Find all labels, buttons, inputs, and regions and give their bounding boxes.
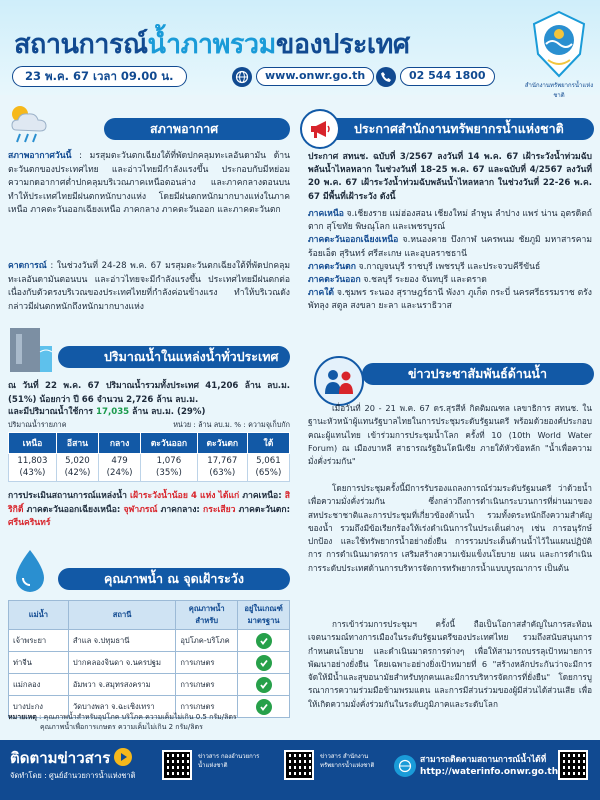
qr1-label: ข่าวสาร กองอำนวยการน้ำแห่งชาติ: [198, 753, 260, 769]
region-value: 5,061: [256, 456, 281, 466]
assess-j: ศรีนครินทร์: [8, 518, 51, 529]
region-header: ตะวันตก: [197, 433, 247, 454]
quality-use: การเกษตร: [176, 652, 238, 674]
area-north-text: จ.เชียงราย แม่ฮ่องสอน เชียงใหม่ ลำพูน ลำปาง แพร่ น่าน อุตรดิตถ์ ตาก สุโขทัย พิษณุโลก และเพชรบูรณ์: [308, 209, 592, 233]
regional-water-table: [8, 432, 290, 482]
station-name: สำแล จ.ปทุมธานี: [68, 630, 176, 652]
region-cell: [197, 454, 247, 482]
standard-cell: [238, 652, 290, 674]
area-west-label: ภาคตะวันตก: [308, 261, 356, 272]
quality-note-text1: : คุณภาพน้ำสำหรับอุปโภค บริโภค ความเค็มไม่เกิน 0.5 กรัม/ลิตร: [36, 713, 237, 721]
region-cell: [141, 454, 198, 482]
quality-note-label: หมายเหตุ: [8, 713, 37, 721]
region-header: เหนือ: [9, 433, 57, 454]
qr-code-3[interactable]: [558, 750, 588, 780]
quality-use: การเกษตร: [176, 696, 238, 718]
announce-heading: ประกาศสำนักงานทรัพยากรน้ำแห่งชาติ: [354, 121, 564, 136]
footer-url[interactable]: http://waterinfo.onwr.go.th: [420, 767, 559, 777]
region-percent: (35%): [156, 467, 182, 478]
region-value: 5,020: [65, 456, 90, 466]
assess-i: ภาคตะวันตก:: [235, 504, 291, 515]
water-table-caption-row: [8, 420, 290, 431]
phone-link[interactable]: [376, 66, 495, 87]
water-usable-c: ล้าน ลบ.ม. (29%): [129, 407, 206, 417]
region-value: 11,803: [17, 456, 48, 466]
table-row: [9, 674, 290, 696]
news-people-icon: [314, 356, 364, 406]
footer-by: จัดทำโดย : ศูนย์อำนวยการน้ำแห่งชาติ: [10, 771, 136, 780]
water-table-caption: ปริมาณน้ำรายภาค: [8, 420, 67, 429]
water-heading-bar: [58, 346, 290, 368]
region-value: 1,076: [156, 456, 182, 466]
website-text: www.onwr.go.th: [256, 67, 374, 86]
weather-forecast-text: : ในช่วงวันที่ 24-28 พ.ค. 67 มรสุมตะวันตกเฉียงใต้ที่พัดปกคลุมทะเลอันดามันตอนบน และอ่าวไทยจะมีกำลังแรงขึ้น ประเทศไทยมีฝนตกต่อเนื่องกับตัวตรงบริเวณของประเทศไทยที่กำลังค่อนข้างแรง ทำให้บริเวณดังกล่าวมีฝนตกหนักถึงหนักมากบางแห่ง: [8, 261, 290, 312]
region-value: 479: [111, 456, 128, 466]
assess-e: ภาคตะวันออกเฉียงเหนือ:: [23, 504, 124, 515]
area-ne: [308, 234, 592, 260]
quality-use: การเกษตร: [176, 674, 238, 696]
region-header: กลาง: [99, 433, 141, 454]
region-cell: [247, 454, 289, 482]
regional-water-values: [9, 454, 290, 482]
water-assessment: [8, 490, 290, 531]
station-name: ปากคลองจินดา จ.นครปฐม: [68, 652, 176, 674]
weather-today-label: สภาพอากาศวันนี้: [8, 151, 72, 161]
area-north-label: ภาคเหนือ: [308, 209, 344, 219]
region-percent: (42%): [64, 467, 91, 478]
quality-col-header: อยู่ในเกณฑ์ มาตรฐาน: [238, 601, 290, 630]
assess-c: ภาคเหนือ:: [239, 491, 285, 501]
announce-heading-bar: [308, 118, 594, 140]
news-heading: ข่าวประชาสัมพันธ์ด้านน้ำ: [408, 366, 547, 381]
quality-table: [8, 600, 290, 718]
news-p2: โดยการประชุมครั้งนี้มีการรับรองแถลงการณ์ร่วมระดับรัฐมนตรี ว่าด้วยน้ำเพื่อความมั่งคั่งร่วมกัน ซึ่งกล่าวถึงการดำเนินกระบวนการที่ผ่านมาของสหประชาชาติและการประชุมที่เกี่ยวข้องด้านน้ำ รวมทั้งตระหนักถึงความสำคัญของน้ำ รวมถึงมีข้อเรียกร้องให้เร่งดำเนินการในประเด็นต่างๆ เช่น การอนุรักษ์ ปกป้อง และใช้ทรัพยากรน้ำอย่างยั่งยืน การรวมประเด็นด้านน้ำไว้ในแผนปฏิบัติการ การดำเนินมาตรการ เสริมสร้างความเข้มแข็งนโยบาย แผน และการดำเนินการระดับประเทศด้านการบริหารจัดการทรัพยากรน้ำแบบบูรณาการ เป็นต้น: [308, 483, 592, 573]
quality-use: อุปโภค-บริโภค: [176, 630, 238, 652]
announce-text: ประกาศ สทนช. ฉบับที่ 3/2567 ลงวันที่ 14 พ.ค. 67 เฝ้าระวังน้ำท่วมฉับพลันน้ำไหลหลาก ในช่วงวันที่ 18-25 พ.ค. 67 และฉบับที่ 4/2567 ลงวันที่ 20 พ.ค. 67 เฝ้าระวังน้ำท่วมฉับพลันน้ำไหลหลาก ในช่วงวันที่ 22-26 พ.ค. 67 มีพื้นที่เฝ้าระวัง ดังนี้: [308, 152, 592, 202]
news-p3: การเข้าร่วมการประชุมฯ ครั้งนี้ ถือเป็นโอกาสสำคัญในการสะท้อนเจตนารมณ์ทางการเมืองในระดับรัฐมนตรีของประเทศไทย รวมถึงสนับสนุนการกำหนดนโยบาย และดำเนินมาตรการต่างๆ เพื่อให้สามารถบรรลุเป้าหมายการพัฒนาอย่างยั่งยืน โดยเฉพาะอย่างยิ่งเป้าหมายที่ 6 "สร้างหลักประกันว่าจะมีการจัดให้มีน้ำและสุขอนามัยสำหรับทุกคนและมีการบริหารจัดการที่ยั่งยืน" โดยการบูรณาการความร่วมมือข้ามพรมแดน และการมีส่วนร่วมของผู้มีส่วนได้ส่วนเสีย เพื่อให้เกิดความมั่งคั่งร่วมกันในระดับภูมิภาคและระดับโลก: [308, 619, 592, 709]
quality-header: [9, 601, 290, 630]
footer-track: สามารถติดตามสถานการณ์น้ำได้ที่: [420, 755, 547, 765]
area-east-text: จ.ชลบุรี ระยอง จันทบุรี และตราด: [360, 275, 487, 286]
quality-heading: คุณภาพน้ำ ณ จุดเฝ้าระวัง: [104, 571, 244, 586]
area-south: [308, 287, 592, 313]
water-summary: [8, 380, 290, 407]
area-east: [308, 274, 592, 287]
announce-areas: [308, 208, 592, 314]
region-percent: (24%): [106, 467, 133, 478]
water-unit-note: หน่วย : ล้าน ลบ.ม. % : ความจุเก็บกัก: [173, 420, 290, 429]
area-south-label: ภาคใต้: [308, 288, 335, 299]
assess-d: สิริกิติ์: [8, 491, 290, 515]
region-percent: (63%): [209, 467, 236, 478]
megaphone-icon: [300, 109, 340, 149]
region-cell: [56, 454, 98, 482]
quality-note: [8, 712, 290, 732]
station-name: อัมพวา จ.สมุทรสงคราม: [68, 674, 176, 696]
region-header: ตะวันออก: [141, 433, 198, 454]
standard-cell: [238, 630, 290, 652]
area-north: [308, 208, 592, 234]
region-header: อีสาน: [56, 433, 98, 454]
check-icon: [256, 633, 272, 649]
quality-heading-bar: [58, 568, 290, 590]
title-part-3: ของประเทศ: [275, 29, 410, 60]
news-heading-bar: [362, 363, 594, 385]
website-link[interactable]: [232, 66, 374, 87]
region-percent: (65%): [255, 467, 282, 478]
phone-text: 02 544 1800: [400, 67, 495, 86]
assess-a: การประเมินสถานการณ์แหล่งน้ำ: [8, 491, 131, 501]
quality-col-header: สถานี: [68, 601, 176, 630]
area-east-label: ภาคตะวันออก: [308, 275, 361, 286]
area-south-text: จ.ชุมพร ระนอง สุราษฎร์ธานี พังงา ภูเก็ต กระบี่ นครศรีธรรมราช ตรัง พัทลุง สตูล สงขลา ยะลา และนราธิวาส: [308, 288, 592, 312]
weather-forecast: [8, 260, 290, 314]
river-name: บางปะกง: [9, 696, 69, 718]
region-header: ใต้: [247, 433, 289, 454]
onwr-logo: [528, 10, 590, 86]
weather-heading: สภาพอากาศ: [150, 121, 219, 136]
assess-f: จุฬาภรณ์: [123, 504, 158, 515]
region-percent: (43%): [19, 467, 46, 478]
title-part-1: สถานการณ์: [14, 29, 148, 60]
area-ne-text: จ.หนองคาย บึงกาฬ นครพนม ชัยภูมิ มหาสารคาม ร้อยเอ็ด สุรินทร์ ศรีสะเกษ และอุบลราชธานี: [308, 235, 592, 259]
announce-intro: [308, 151, 592, 204]
river-name: ท่าจีน: [9, 652, 69, 674]
river-name: เจ้าพระยา: [9, 630, 69, 652]
weather-heading-bar: [104, 118, 290, 140]
quality-col-header: คุณภาพน้ำ สำหรับ: [176, 601, 238, 630]
water-drop-icon: [6, 546, 54, 596]
weather-cloud-icon: [4, 100, 52, 146]
regional-water-header: [9, 433, 290, 454]
quality-note-text2: คุณภาพน้ำเพื่อการเกษตร ความเค็มไม่เกิน 2 กรัม/ลิตร: [40, 723, 203, 731]
water-usable-value: 17,035: [96, 407, 130, 417]
weather-forecast-label: คาดการณ์: [8, 261, 47, 271]
quality-col-header: แม่น้ำ: [9, 601, 69, 630]
table-row: [9, 652, 290, 674]
reservoir-icon: [6, 322, 54, 376]
assess-g: ภาคกลาง:: [157, 504, 203, 515]
river-name: แม่กลอง: [9, 674, 69, 696]
station-name: วัดบางพลา จ.ฉะเชิงเทรา: [68, 696, 176, 718]
check-icon: [256, 655, 272, 671]
report-date: 23 พ.ค. 67 เวลา 09.00 น.: [12, 66, 187, 87]
phone-icon: [376, 67, 396, 87]
weather-today-text: : มรสุมตะวันตกเฉียงใต้ที่พัดปกคลุมทะเลอันดามัน ด้านตะวันตกของประเทศไทย และอ่าวไทยมีกำลังแรงขึ้น ประกอบกับมีหย่อมความกดอากาศต่ำปกคลุมบริเวณภาคเหนือตอนล่าง และภาคกลางตอนบน ทำให้ประเทศไทยมีฝนตกหนักบางแห่ง โดยมีฝนตกหนักมากบางแห่งในภาคเหนือ ภาคตะวันออกเฉียงเหนือ ภาคกลาง ภาคตะวันออก และภาคตะวันตก: [8, 151, 290, 216]
assess-h: กระเสียว: [203, 504, 236, 515]
area-west-text: จ.กาญจนบุรี ราชบุรี เพชรบุรี และประจวบคีรีขันธ์: [355, 261, 541, 272]
footer-follow: ติดตามข่าวสาร: [10, 749, 111, 767]
qr-code-2[interactable]: [284, 750, 314, 780]
table-row: [9, 630, 290, 652]
web-icon: [394, 755, 416, 777]
water-total: ณ วันที่ 22 พ.ค. 67 ปริมาณน้ำรวมทั้งประเทศ 41,206 ล้าน ลบ.ม. (51%) น้อยกว่า ปี 66 จำนวน 2,726 ล้าน ลบ.ม.: [8, 381, 290, 405]
weather-today: [8, 150, 290, 218]
area-ne-label: ภาคตะวันออกเฉียงเหนือ: [308, 235, 399, 246]
page-title: [14, 22, 410, 65]
title-part-2: น้ำภาพรวม: [147, 29, 276, 60]
water-usable: [8, 406, 290, 420]
play-icon: [114, 748, 132, 766]
news-p1: เมื่อวันที่ 20 - 21 พ.ค. 67 ดร.สุรสีห์ กิตติมณฑล เลขาธิการ สทนช. ในฐานะหัวหน้าผู้แทนรัฐบาลไทยในการประชุมระดับรัฐมนตรี พร้อมด้วยองค์ประกอบคณะผู้แทนไทย เข้าร่วมการประชุมน้ำโลก ครั้งที่ 10 (10th World Water Forum) ณ เมืองบาหลี สาธารณรัฐอินโดนีเซีย ภายใต้หัวข้อหลัก "น้ำเพื่อความมั่งคั่งร่วมกัน": [308, 403, 592, 467]
qr2-label: ข่าวสาร สำนักงานทรัพยากรน้ำแห่งชาติ: [320, 753, 375, 769]
water-usable-a: และมีปริมาณน้ำใช้การ: [8, 407, 96, 417]
globe-icon: [232, 67, 252, 87]
qr-code-1[interactable]: [162, 750, 192, 780]
area-west: [308, 261, 592, 274]
logo-caption: สำนักงานทรัพยากรน้ำแห่งชาติ: [524, 82, 594, 99]
standard-cell: [238, 674, 290, 696]
check-icon: [256, 677, 272, 693]
region-cell: [9, 454, 57, 482]
region-cell: [99, 454, 141, 482]
water-heading: ปริมาณน้ำในแหล่งน้ำทั่วประเทศ: [104, 349, 279, 364]
assess-b: เฝ้าระวังน้ำน้อย 4 แห่ง ได้แก่: [130, 491, 240, 501]
quality-note-line1: [8, 712, 290, 722]
region-value: 17,767: [207, 456, 238, 466]
